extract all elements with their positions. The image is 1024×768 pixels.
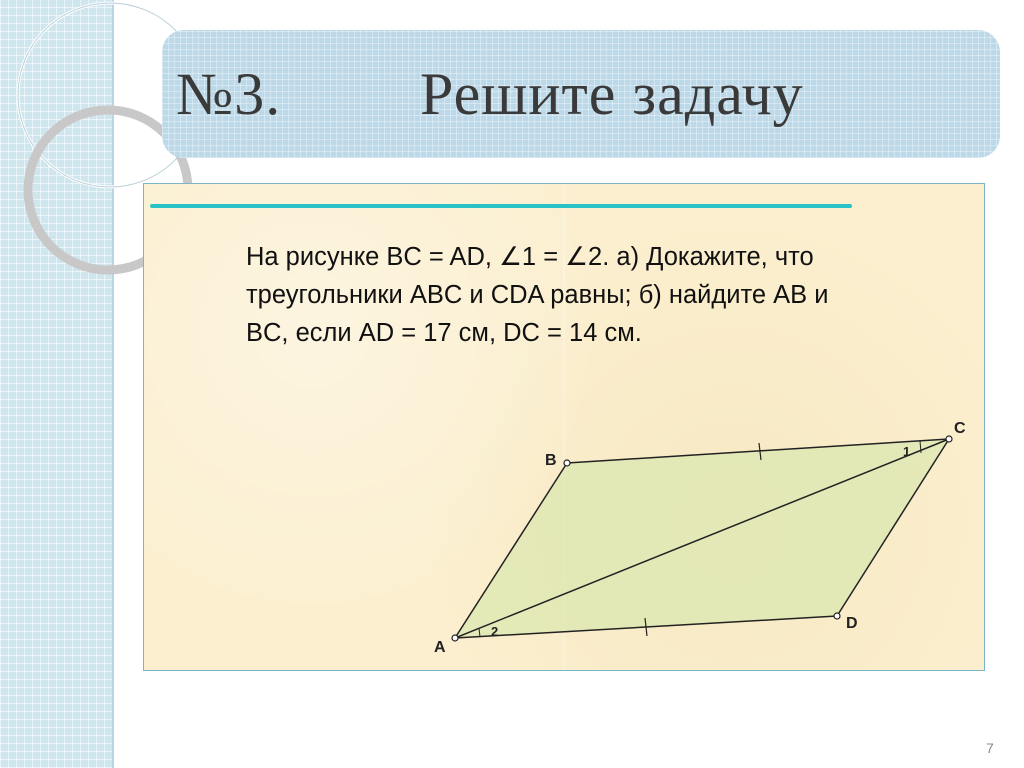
label-c: C	[954, 420, 966, 437]
slide-number: 7	[986, 740, 994, 756]
label-a: A	[434, 639, 446, 656]
label-d: D	[846, 615, 858, 632]
angle-label-1: 1	[903, 444, 911, 459]
page-title: Решите задачу	[420, 61, 804, 127]
label-b: B	[545, 452, 557, 469]
vertex-a	[452, 635, 458, 641]
vertex-d	[834, 613, 840, 619]
vertex-c	[946, 436, 952, 442]
angle-label-2: 2	[491, 624, 499, 639]
problem-number: №3.	[176, 61, 282, 127]
vertex-b	[564, 460, 570, 466]
problem-statement: На рисунке BC = AD, ∠1 = ∠2. а) Докажите, что треугольники ABC и CDA равны; б) найдите AB и BC, если AD = 17 см, DC = 14 см.	[246, 243, 829, 347]
